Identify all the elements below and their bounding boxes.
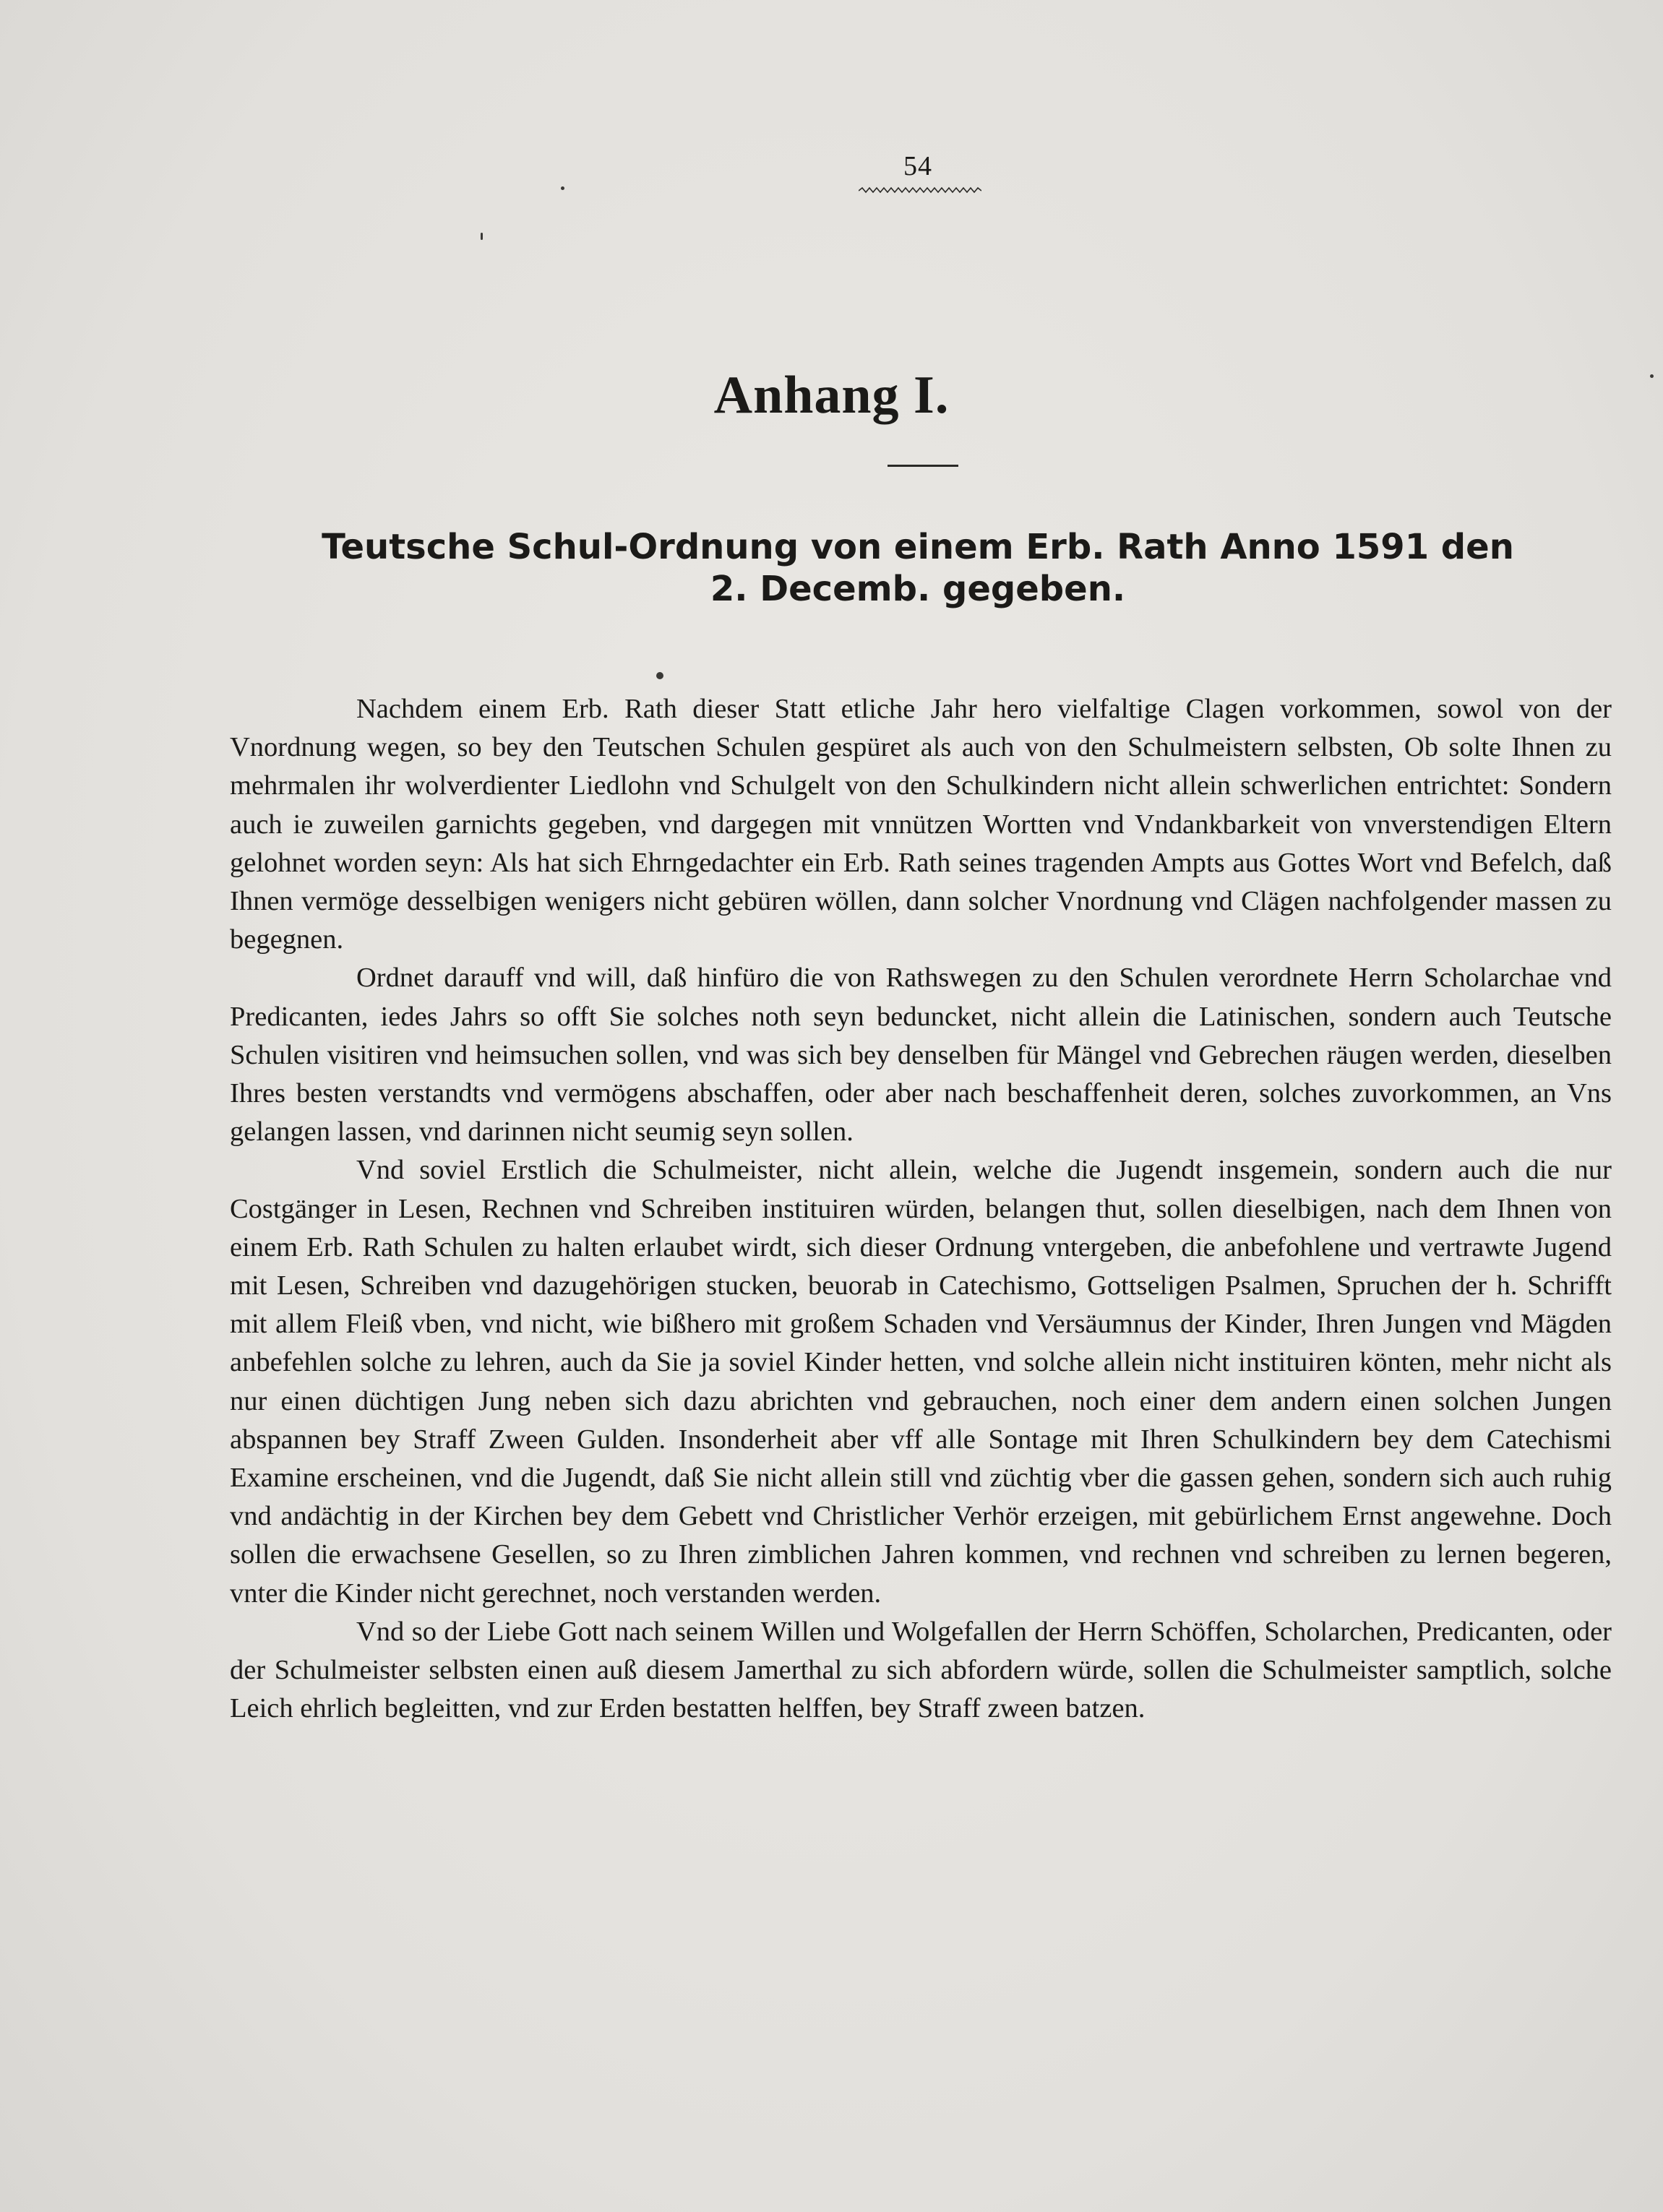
body-text [230,690,1612,1728]
appendix-title: Anhang I. [713,366,950,425]
page-number-ornament [859,186,981,195]
paragraph-1: Nachdem einem Erb. Rath dieser Statt etliche Jahr hero vielfaltige Clagen vorkommen, sowol von der Vnordnung wegen, so bey den Teutschen Schulen gespüret als auch von den Schulmeistern selbsten, Ob solte Ihnen zu mehrmalen ihr wolverdienter Liedlohn vnd Schulgelt von den Schulkindern nicht allein schwerlichen entrichtet: Sondern auch ie zuweilen garnichts gegeben, vnd dargegen mit vnnützen Wortten vnd Vndankbarkeit von vnverstendigen Eltern gelohnet worden seyn: Als hat sich Ehrngedachter ein Erb. Rath seines tragenden Ampts aus Gottes Wort vnd Befelch, daß Ihnen vermöge desselbigen wenigers nicht gebüren wöllen, dann solcher Vnordnung vnd Clägen nachfolgender massen zu begegnen. [230,694,1612,955]
title-rule [888,465,958,467]
speck-mark [481,233,483,240]
subtitle-line-1: Teutsche Schul-Ordnung von einem Erb. Rath Anno 1591 den [322,527,1514,567]
page-number: 54 [903,151,932,181]
speck-mark [561,186,564,190]
paragraph-4: Vnd so der Liebe Gott nach seinem Willen und Wolgefallen der Herrn Schöffen, Scholarchen, Predicanten, oder der Schulmeister selbsten einen auß diesem Jamerthal zu sich abfordern würde, sollen die Schulmeister samptlich, solche Leich ehrlich begleitten, vnd zur Erden bestatten helffen, bey Straff zween batzen. [230,1616,1612,1724]
paragraph-2: Ordnet darauff vnd will, daß hinfüro die von Rathswegen zu den Schulen verordnete Herrn Scholarchae vnd Predicanten, iedes Jahrs so offt Sie solches noth seyn beduncket, nicht allein die Latinischen, sondern auch Teutsche Schulen visitiren vnd heimsuchen sollen, vnd was sich bey denselben für Mängel vnd Gebrechen räugen werden, dieselben Ihres besten verstandts vnd vermögens abschaffen, oder aber nach beschaffenheit deren, solches zuvorkommen, an Vns gelangen lassen, vnd darinnen nicht seumig seyn sollen. [230,963,1612,1148]
paragraph-3: Vnd soviel Erstlich die Schulmeister, nicht allein, welche die Jugendt insgemein, sondern auch die nur Costgänger in Lesen, Rechnen vnd Schreiben instituiren würden, belangen thut, sollen dieselbigen, nach dem Ihnen von einem Erb. Rath Schulen zu halten erlaubet wirdt, sich dieser Ordnung vntergeben, die anbefohlene und vertrawte Jugend mit Lesen, Schreiben vnd dazugehörigen stucken, beuorab in Catechismo, Gottseligen Psalmen, Spruchen der h. Schrifft mit allem Fleiß vben, vnd nicht, wie bißhero mit großem Schaden vnd Versäumnus der Kinder, Ihren Jungen vnd Mägden anbefehlen solche zu lehren, auch da Sie ja soviel Kinder hetten, vnd solche allein nicht instituiren könten, mehr nicht als nur einen düchtigen Jung neben sich dazu abrichten vnd gebrauchen, noch einer dem andern einen solchen Jungen abspannen bey Straff Zween Gulden. Insonderheit aber vff alle Sontage mit Ihren Schulkindern bey dem Catechismi Examine erscheinen, vnd die Jugendt, daß Sie nicht allein still vnd züchtig vber die gassen gehen, sondern sich auch ruhig vnd andächtig in der Kirchen bey dem Gebett vnd Christlicher Verhör erzeigen, mit gebürlichem Ernst angewehne. Doch sollen die erwachsene Gesellen, so zu Ihren zimblichen Jahren kommen, vnd rechnen vnd schreiben zu lernen begeren, vnter die Kinder nicht gerechnet, noch verstanden werden. [230,1155,1612,1609]
document-subtitle [224,526,1612,610]
speck-mark [656,672,663,679]
subtitle-line-2: 2. Decemb. gegeben. [710,569,1126,609]
